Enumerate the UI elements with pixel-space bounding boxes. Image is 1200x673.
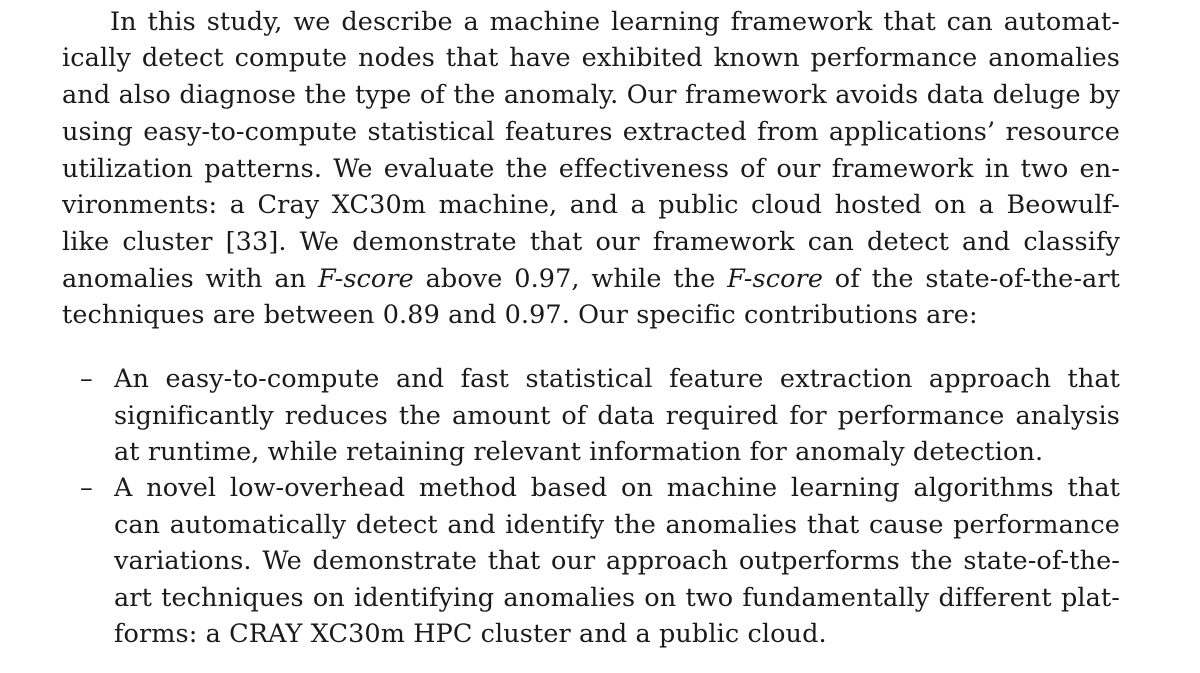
contribution-1-dash: – (80, 364, 93, 394)
contribution-1-line-1: An easy-to-compute and fast statistical feature extraction approach that (114, 364, 1120, 394)
paragraph-line-6: vironments: a Cray XC30m machine, and a public cloud hosted on a Beowulf- (62, 190, 1120, 220)
contribution-2-line-4: art techniques on identifying anomalies on two fundamentally different plat- (114, 583, 1120, 613)
fscore-text-1: anomalies with an (62, 264, 318, 294)
contribution-1-line-2: significantly reduces the amount of data required for performance analysis (114, 401, 1120, 431)
paragraph-line-4: using easy-to-compute statistical features extracted from applications’ resource (62, 117, 1120, 147)
paragraph-line-8 (62, 261, 1120, 297)
fscore-text-3: of the state-of-the-art (823, 264, 1121, 294)
paragraph-line-2: ically detect compute nodes that have exhibited known performance anomalies (62, 43, 1120, 73)
paragraph-line-9: techniques are between 0.89 and 0.97. Our specific contributions are: (62, 300, 978, 330)
paragraph-line-1: In this study, we describe a machine learning framework that can automat- (110, 7, 1120, 37)
fscore-text-2: above 0.97, while the (413, 264, 728, 294)
contribution-2-line-2: can automatically detect and identify the anomalies that cause performance (114, 510, 1120, 540)
paragraph-line-5: utilization patterns. We evaluate the effectiveness of our framework in two en- (62, 154, 1120, 184)
paragraph-line-3: and also diagnose the type of the anomaly. Our framework avoids data deluge by (62, 80, 1120, 110)
contribution-2-line-1: A novel low-overhead method based on machine learning algorithms that (114, 473, 1120, 503)
paragraph-line-7: like cluster [33]. We demonstrate that our framework can detect and classify (62, 227, 1120, 257)
contribution-2-line-3: variations. We demonstrate that our approach outperforms the state-of-the- (114, 546, 1120, 576)
contribution-2-dash: – (80, 473, 93, 503)
contribution-1-line-3: at runtime, while retaining relevant information for anomaly detection. (114, 437, 1044, 467)
contribution-2-line-5: forms: a CRAY XC30m HPC cluster and a public cloud. (114, 619, 827, 649)
fscore-italic-2: F-score (727, 264, 824, 294)
fscore-italic-1: F-score (317, 264, 414, 294)
